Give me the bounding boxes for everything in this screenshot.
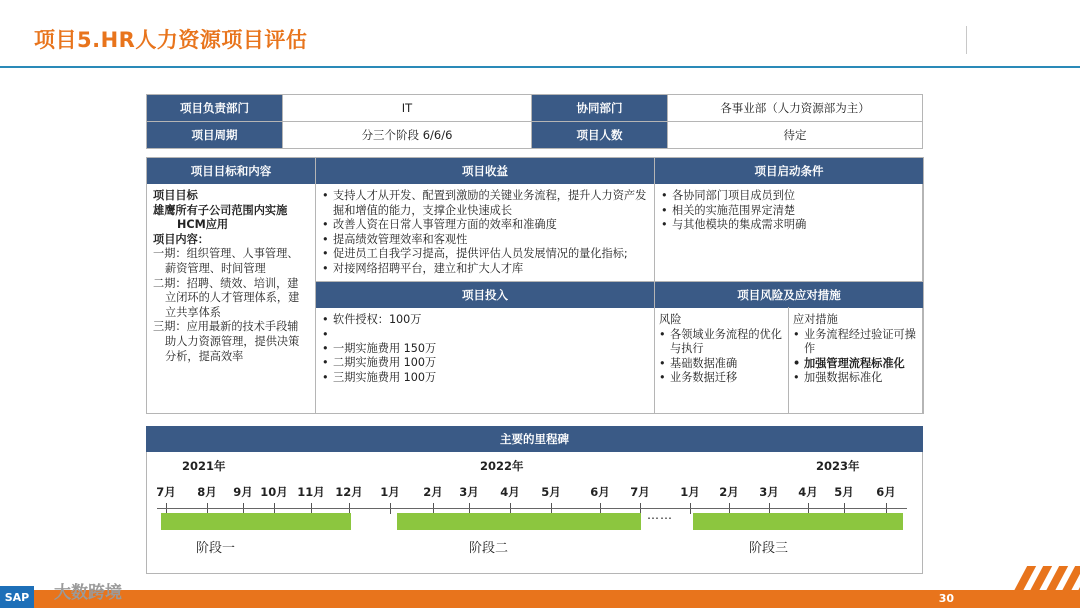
project-detail-grid bbox=[146, 157, 923, 414]
content-line: 助人力资源管理，提供决策 bbox=[165, 334, 300, 348]
content-line: 分析，提高效率 bbox=[165, 349, 244, 363]
goal-text-2: HCM应用 bbox=[177, 218, 229, 232]
year-label: 2022年 bbox=[480, 459, 524, 473]
risk-label: 风险 bbox=[659, 313, 682, 326]
sap-logo: SAP bbox=[0, 586, 34, 608]
footer-bar bbox=[0, 590, 1080, 608]
risk-item: • 业务数据迁移 bbox=[659, 371, 787, 386]
conditions-header: 项目启动条件 bbox=[655, 158, 923, 184]
project-info-table bbox=[146, 94, 923, 149]
risk-header: 项目风险及应对措施 bbox=[655, 282, 923, 308]
measure-item: • 加强数据标准化 bbox=[793, 371, 921, 386]
people-label: 项目人数 bbox=[532, 122, 668, 149]
goal-label: 项目目标 bbox=[153, 189, 198, 202]
month-label: 6月 bbox=[876, 485, 896, 499]
condition-item: • 与其他模块的集成需求明确 bbox=[661, 218, 919, 233]
benefit-item: • 改善人资在日常人事管理方面的效率和准确度 bbox=[322, 218, 650, 233]
risk-divider bbox=[788, 307, 789, 414]
phase-3-bar bbox=[693, 513, 903, 530]
watermark: 大数跨境 bbox=[54, 583, 122, 603]
cycle-value: 分三个阶段 6/6/6 bbox=[283, 122, 532, 149]
phase-2-bar bbox=[397, 513, 641, 530]
month-label: 10月 bbox=[260, 485, 288, 499]
phase-1-bar bbox=[161, 513, 351, 530]
stage-label: 阶段二 bbox=[469, 541, 509, 556]
fee-item: • 二期实施费用 100万 bbox=[322, 356, 650, 371]
condition-item: • 各协同部门项目成员到位 bbox=[661, 189, 919, 204]
spacer bbox=[322, 328, 650, 342]
fee-item: • 三期实施费用 100万 bbox=[322, 371, 650, 386]
risk-body bbox=[659, 313, 787, 386]
cycle-label: 项目周期 bbox=[147, 122, 283, 149]
month-label: 12月 bbox=[335, 485, 363, 499]
timeline-gap-marker: …… bbox=[647, 508, 673, 522]
conditions-body bbox=[661, 189, 919, 233]
goals-header: 项目目标和内容 bbox=[147, 158, 315, 184]
benefits-header: 项目收益 bbox=[316, 158, 654, 184]
month-label: 11月 bbox=[297, 485, 325, 499]
risk-item: • 各领域业务流程的优化与执行 bbox=[659, 328, 787, 357]
measure-item: • 加强管理流程标准化 bbox=[793, 357, 921, 372]
month-label: 2月 bbox=[423, 485, 443, 499]
content-label: 项目内容： bbox=[153, 232, 209, 246]
investment-body bbox=[322, 313, 650, 385]
stage-label: 阶段三 bbox=[749, 541, 789, 556]
month-label: 9月 bbox=[233, 485, 253, 499]
people-value: 待定 bbox=[668, 122, 923, 149]
content-line: 立共享体系 bbox=[165, 305, 221, 319]
measure-label: 应对措施 bbox=[793, 313, 838, 326]
content-line: 一期：组织管理、人事管理、 bbox=[153, 247, 299, 261]
month-label: 4月 bbox=[500, 485, 520, 499]
content-line: 立闭环的人才管理体系，建 bbox=[165, 291, 300, 305]
milestones-header: 主要的里程碑 bbox=[146, 426, 923, 452]
page-number: 30 bbox=[938, 592, 954, 605]
month-label: 7月 bbox=[630, 485, 650, 499]
timeline-axis bbox=[157, 508, 907, 509]
measure-body bbox=[793, 313, 921, 386]
month-label: 7月 bbox=[156, 485, 176, 499]
year-label: 2021年 bbox=[182, 459, 226, 473]
page-title: 项目5.HR人力资源项目评估 bbox=[34, 28, 308, 52]
dept-value: IT bbox=[283, 95, 532, 122]
month-label: 4月 bbox=[798, 485, 818, 499]
title-underline bbox=[0, 66, 1080, 68]
month-label: 1月 bbox=[380, 485, 400, 499]
month-label: 2月 bbox=[719, 485, 739, 499]
coop-label: 协同部门 bbox=[532, 95, 668, 122]
benefit-item: • 促进员工自我学习提高，提供评估人员发展情况的量化指标; bbox=[322, 247, 650, 262]
year-label: 2023年 bbox=[816, 459, 860, 473]
stage-label: 阶段一 bbox=[196, 541, 236, 556]
goals-body bbox=[153, 189, 311, 364]
month-label: 5月 bbox=[834, 485, 854, 499]
content-line: 三期：应用最新的技术手段辅 bbox=[153, 320, 299, 334]
goal-text-1: 雄鹰所有子公司范围内实施 bbox=[153, 203, 288, 217]
month-label: 6月 bbox=[590, 485, 610, 499]
dept-label: 项目负责部门 bbox=[147, 95, 283, 122]
month-label: 3月 bbox=[759, 485, 779, 499]
month-label: 8月 bbox=[197, 485, 217, 499]
month-label: 3月 bbox=[459, 485, 479, 499]
benefits-body bbox=[322, 189, 650, 277]
benefit-item: • 对接网络招聘平台，建立和扩大人才库 bbox=[322, 262, 650, 277]
month-label: 5月 bbox=[541, 485, 561, 499]
month-label: 1月 bbox=[680, 485, 700, 499]
license-item: • 软件授权：100万 bbox=[322, 313, 650, 328]
footer-stripes-decoration bbox=[1002, 566, 1080, 608]
benefit-item: • 支持人才从开发、配置到激励的关键业务流程，提升人力资产发掘和增值的能力，支撑企业快速成长 bbox=[322, 189, 650, 218]
content-line: 薪资管理、时间管理 bbox=[165, 261, 266, 275]
condition-item: • 相关的实施范围界定清楚 bbox=[661, 204, 919, 219]
fee-item: • 一期实施费用 150万 bbox=[322, 342, 650, 357]
coop-value: 各事业部（人力资源部为主） bbox=[668, 95, 923, 122]
investment-header: 项目投入 bbox=[316, 282, 654, 308]
benefit-item: • 提高绩效管理效率和客观性 bbox=[322, 233, 650, 248]
measure-item: • 业务流程经过验证可操作 bbox=[793, 328, 921, 357]
title-divider bbox=[966, 26, 967, 54]
risk-item: • 基础数据准确 bbox=[659, 357, 787, 372]
content-line: 二期：招聘、绩效、培训，建 bbox=[153, 276, 299, 290]
